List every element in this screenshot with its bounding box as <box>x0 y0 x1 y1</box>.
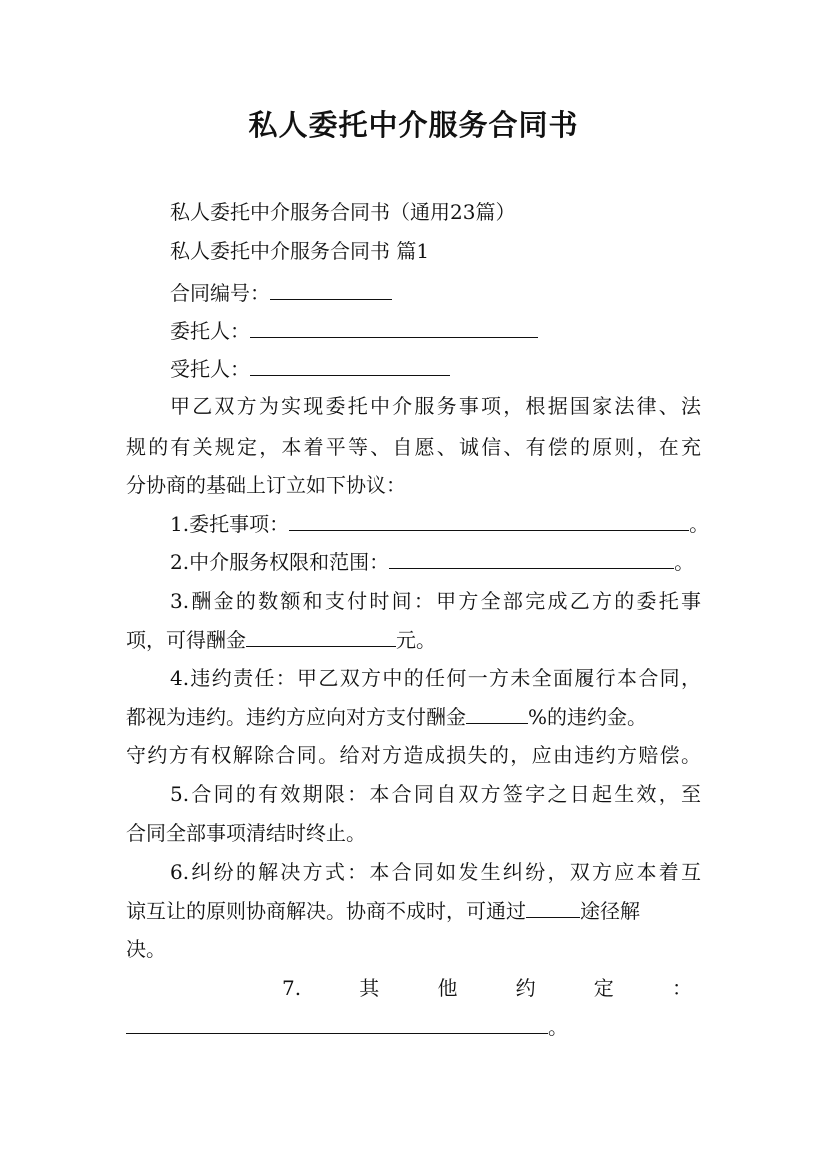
item-4-label: 都视为违约。违约方应向对方支付酬金 <box>126 705 466 729</box>
item-3-line-2 <box>126 626 701 654</box>
intro-line-1: 甲乙双方为实现委托中介服务事项，根据国家法律、法 <box>170 394 701 418</box>
item-4-blank <box>466 703 528 724</box>
item-3-unit: 元。 <box>396 628 436 652</box>
item-5-line-1: 5.合同的有效期限：本合同自双方签字之日起生效，至 <box>170 782 701 806</box>
item-7-char: ： <box>671 976 692 1000</box>
item-7-char: 定 <box>593 976 614 1000</box>
item-1-row <box>126 510 710 538</box>
item-7-row <box>282 974 692 1002</box>
trustee-blank <box>250 355 450 376</box>
trustee-row <box>126 355 701 383</box>
item-3-label: 项，可得酬金 <box>126 628 246 652</box>
item-4-line-3: 守约方有权解除合同。给对方造成损失的，应由违约方赔偿。 <box>126 743 701 767</box>
item-7-blank-row <box>126 1013 701 1041</box>
intro-line-2: 规的有关规定，本着平等、自愿、诚信、有偿的原则，在充 <box>126 435 701 459</box>
section-heading: 私人委托中介服务合同书 篇1 <box>170 239 430 263</box>
item-1-label: 1.委托事项： <box>170 512 290 536</box>
item-6-line-1: 6.纠纷的解决方式：本合同如发生纠纷，双方应本着互 <box>170 860 701 884</box>
item-6-label: 谅互让的原则协商解决。协商不成时，可通过 <box>126 899 526 923</box>
item-6-suffix: 途径解 <box>580 899 640 923</box>
item-6-blank <box>526 897 580 918</box>
item-7-char: 约 <box>515 976 536 1000</box>
trustee-label: 受托人： <box>170 357 250 381</box>
document-subtitle: 私人委托中介服务合同书（通用23篇） <box>170 200 516 224</box>
client-blank <box>250 317 538 338</box>
item-4-line-1: 4.违约责任：甲乙双方中的任何一方未全面履行本合同， <box>170 666 701 690</box>
item-3-blank <box>246 626 396 647</box>
item-7-char: 他 <box>437 976 458 1000</box>
item-2-blank <box>389 548 674 569</box>
item-7-period: 。 <box>548 1015 568 1039</box>
item-6-line-3: 决。 <box>126 937 166 961</box>
item-1-blank <box>289 510 689 531</box>
item-6-line-2 <box>126 897 701 925</box>
item-7-number: 7. <box>282 976 302 1000</box>
item-7-char: 其 <box>359 976 380 1000</box>
item-4-suffix: %的违约金。 <box>528 705 648 729</box>
contract-number-blank <box>270 279 392 300</box>
contract-number-label: 合同编号： <box>170 281 270 305</box>
contract-number-row <box>126 279 701 307</box>
client-label: 委托人： <box>170 319 250 343</box>
item-7-blank <box>126 1013 548 1034</box>
item-1-period: 。 <box>689 512 710 536</box>
item-3-line-1: 3.酬金的数额和支付时间：甲方全部完成乙方的委托事 <box>170 589 701 613</box>
item-5-line-2: 合同全部事项清结时终止。 <box>126 821 366 845</box>
intro-line-3: 分协商的基础上订立如下协议： <box>126 473 406 497</box>
item-4-line-2 <box>126 703 701 731</box>
client-row <box>126 317 701 345</box>
document-title: 私人委托中介服务合同书 <box>248 108 579 142</box>
item-2-period: 。 <box>674 550 695 574</box>
item-2-label: 2.中介服务权限和范围： <box>170 550 390 574</box>
item-2-row <box>126 548 701 576</box>
